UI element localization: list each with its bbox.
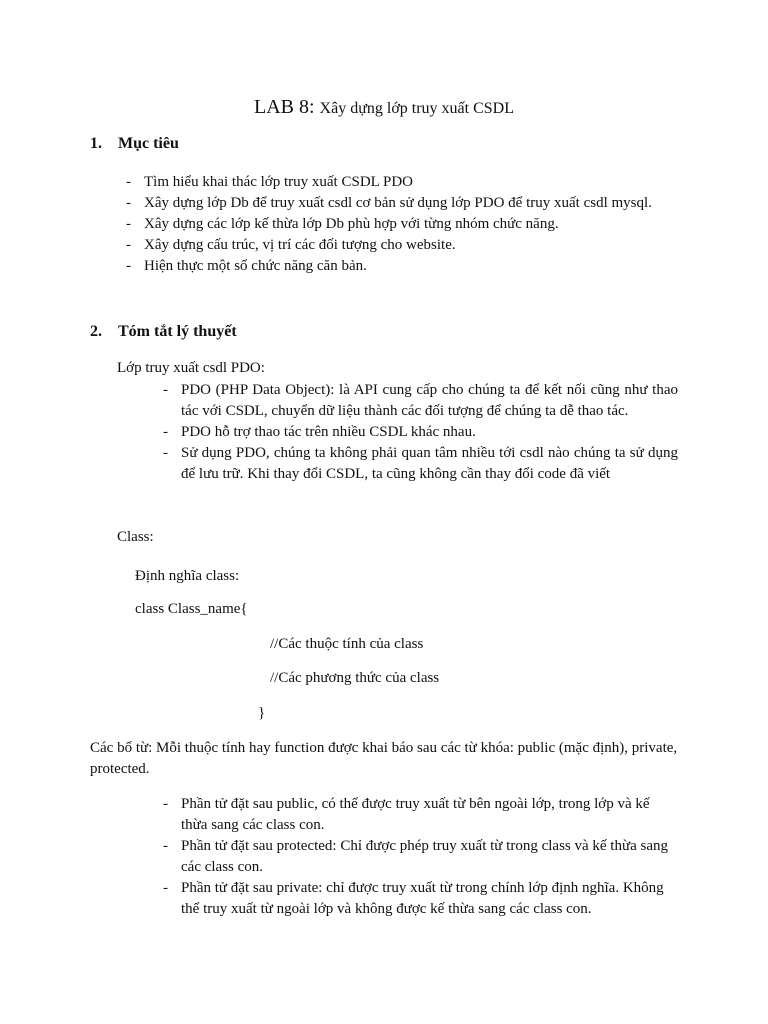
list-item: - Phần tử đặt sau public, có thể được truy xuất từ bên ngoài lớp, trong lớp và kế thừa sang các class con. [163, 796, 650, 833]
list-item: - Xây dựng các lớp kế thừa lớp Db phù hợp với từng nhóm chức năng. [126, 216, 559, 232]
section2-number: 2. [90, 323, 102, 340]
list-item: - Xây dựng lớp Db để truy xuất csdl cơ bản sử dụng lớp PDO để truy xuất csdl mysql. [126, 195, 652, 211]
list-item: - Phần tử đặt sau private: chỉ được truy xuất từ trong chính lớp định nghĩa. Không thể truy xuất từ ngoài lớp và không được kế thừa sang các class con. [163, 880, 664, 917]
list-item: - PDO (PHP Data Object): là API cung cấp cho chúng ta để kết nối cũng như thao tác với CSDL, chuyển dữ liệu thành các đối tượng để chúng ta dễ thao tác. [163, 382, 678, 419]
section1-title: Mục tiêu [118, 135, 179, 152]
list-item: - Sử dụng PDO, chúng ta không phải quan tâm nhiều tới csdl nào chúng ta sử dụng để lưu trữ. Khi thay đổi CSDL, ta cũng không cần thay đổi code đã viết [163, 445, 678, 482]
page-title [0, 96, 768, 119]
code-class-close: } [258, 705, 266, 721]
list-item: - Phần tử đặt sau protected: Chỉ được phép truy xuất từ trong class và kế thừa sang các class con. [163, 838, 669, 875]
class-label: Class: [117, 529, 154, 545]
list-item: - Tìm hiểu khai thác lớp truy xuất CSDL PDO [126, 174, 414, 190]
section2-heading [90, 323, 237, 341]
code-properties-comment: //Các thuộc tính của class [270, 636, 424, 652]
list-item: - PDO hỗ trợ thao tác trên nhiều CSDL khác nhau. [163, 424, 476, 440]
define-class-label: Định nghĩa class: [135, 568, 240, 584]
pdo-intro: Lớp truy xuất csdl PDO: [117, 360, 265, 376]
pdo-list [163, 380, 678, 485]
objectives-list [126, 172, 654, 277]
list-item: - Hiện thực một số chức năng căn bản. [126, 258, 367, 274]
section1-number: 1. [90, 135, 102, 152]
section1-heading [90, 135, 179, 153]
title-main: LAB 8: [253, 96, 320, 118]
section2-title: Tóm tắt lý thuyết [118, 323, 237, 340]
list-item: - Xây dựng cấu trúc, vị trí các đối tượng cho website. [126, 237, 456, 253]
title-sub: Xây dựng lớp truy xuất CSDL [319, 100, 514, 117]
modifiers-intro: Các bổ từ: Mỗi thuộc tính hay function được khai báo sau các từ khóa: public (mặc định), private, protected. [90, 740, 678, 777]
code-methods-comment: //Các phương thức của class [270, 670, 440, 686]
modifiers-list [163, 794, 678, 920]
code-class-open: class Class_name{ [135, 601, 248, 617]
